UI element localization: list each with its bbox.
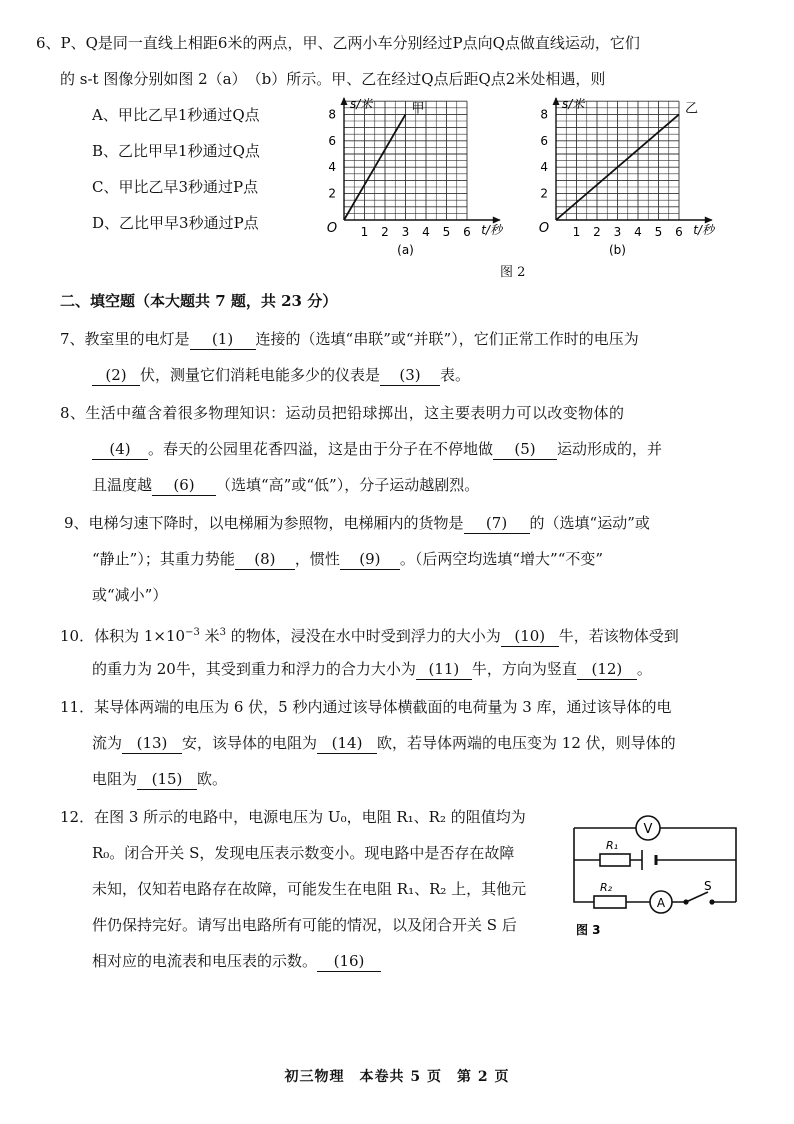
q11-line1: 11．某导体两端的电压为 6 伏，5 秒内通过该导体横截面的电荷量为 3 库，通过该导体的电 [60,698,672,716]
blank-11: (11) [416,659,472,680]
q10-text-a: 10．体积为 1×10 [60,627,186,645]
blank-13: (13) [122,733,182,754]
q12-line5 [92,950,381,972]
blank-3: (3) [380,365,440,386]
origin-label: O [538,221,550,236]
y-tick-label: 4 [540,160,548,175]
x-tick-label: 5 [442,225,451,239]
series-label: 甲 [411,101,425,117]
q12-line4: 件仍保持完好。请写出电路所有可能的情况，以及闭合开关 S 后 [92,916,517,934]
q8-line3 [92,474,479,496]
q12-line2: R₀。闭合开关 S，发现电压表示数变小。现电路中是否存在故障 [92,844,515,862]
circuit-diagram [566,810,742,950]
q7-text-a: 7、教室里的电灯是 [60,330,190,348]
y-tick-label: 2 [328,186,336,201]
chart-subtitle: (a) [397,243,414,257]
q10-text-d: 的重力为 20牛，其受到重力和浮力的合力大小为 [92,660,416,678]
q6-option-b: B、乙比甲早1秒通过Q点 [92,142,260,160]
r1-label: R₁ [606,839,619,852]
x-tick-label: 1 [360,225,369,239]
y-tick-label: 6 [540,133,548,148]
blank-9: (9) [340,549,400,570]
resistor-r1 [600,854,630,866]
q11-line3 [92,768,227,790]
x-tick-label: 2 [381,225,389,239]
q11-line2 [92,732,676,754]
q10-line2 [92,658,652,680]
q12-line3: 未知，仅知若电路存在故障，可能发生在电阻 R₁、R₂ 上，其他元 [92,880,527,898]
q7-text-e: 表。 [440,366,471,384]
q10-unit: 米 [199,627,220,645]
series-label: 乙 [685,101,699,117]
x-tick-label: 3 [613,225,622,239]
figure-2-caption: 图 2 [500,265,526,280]
blank-2: (2) [92,365,140,386]
y-tick-label: 2 [540,186,548,201]
y-axis-label: s/米 [350,97,373,111]
chart-a [318,96,518,266]
q9-text-e: ，惯性 [294,550,340,568]
q8-text-c: 。春天的公园里花香四溢，这是由于分子在不停地做 [148,440,494,458]
blank-6: (6) [152,475,216,496]
y-tick-label: 4 [328,160,336,175]
q12-line1: 12．在图 3 所示的电路中，电源电压为 U₀，电阻 R₁、R₂ 的阻值均为 [60,808,526,826]
q11-text-b: 流为 [92,734,123,752]
figure-3-caption: 图 3 [576,923,601,937]
x-tick-label: 5 [654,225,663,239]
origin-label: O [326,221,338,236]
q11-text-d: 欧，若导体两端的电压变为 12 伏，则导体的 [377,734,676,752]
q9-line1 [64,512,650,534]
x-tick-label: 6 [463,225,471,239]
q10-line1 [60,622,679,647]
blank-12: (12) [577,659,637,680]
q8-line2 [92,438,662,460]
q7-text-c: 连接的（选填“串联”或“并联”），它们正常工作时的电压为 [255,330,639,348]
blank-15: (15) [137,769,197,790]
chart-b [530,96,730,266]
q12-text-l5: 相对应的电流表和电压表的示数。 [92,952,318,970]
q9-text-c: 的（选填“运动”或 [529,514,650,532]
q9-text-a: 9、电梯匀速下降时，以电梯厢为参照物，电梯厢内的货物是 [64,514,464,532]
q10-unit-exponent: 3 [219,627,226,638]
blank-16: (16) [317,951,381,972]
x-tick-label: 4 [422,225,430,239]
q9-text-f: 。（后两空均选填“增大”“不变” [399,550,604,568]
y-tick-label: 8 [540,107,548,122]
blank-5: (5) [493,439,557,460]
blank-8: (8) [235,549,295,570]
q8-text-f: （选填“高”或“低”），分子运动越剧烈。 [216,476,480,494]
q6-line2: 的 s-t 图像分别如图 2（a） （b）所示。甲、乙在经过Q点后距Q点2米处相遇，则 [60,70,606,88]
r2-label: R₂ [600,881,613,894]
q10-text-a3: 的物体，浸没在水中时受到浮力的大小为 [225,627,501,645]
page-footer: 初三物理 本卷共 5 页 第 2 页 [284,1069,510,1085]
x-tick-label: 1 [572,225,581,239]
q11-text-f: 欧。 [197,770,228,788]
section-2-title: 二、填空题（本大题共 7 题，共 23 分） [60,292,338,310]
switch-contact [710,900,714,904]
x-axis-label: t/秒 [481,223,502,237]
q10-text-f: 。 [636,660,652,678]
q9-text-d: “静止”）；其重力势能 [92,550,235,568]
q8-line1: 8、生活中蕴含着很多物理知识：运动员把铅球掷出，这主要表明力可以改变物体的 [60,404,625,422]
q9-line3: 或“减小”） [92,586,168,604]
x-tick-label: 4 [634,225,642,239]
y-tick-label: 8 [328,107,336,122]
blank-4: (4) [92,439,148,460]
x-tick-label: 6 [675,225,683,239]
q7-line2 [92,364,470,386]
q10-text-c: 牛，若该物体受到 [558,627,679,645]
switch-blade [686,892,708,902]
y-axis-label: s/米 [562,97,585,111]
q6-option-c: C、甲比乙早3秒通过P点 [92,178,259,196]
x-tick-label: 2 [593,225,601,239]
q6-option-d: D、乙比甲早3秒通过P点 [92,214,259,232]
voltmeter-label: V [643,822,653,837]
q9-line2 [92,548,603,570]
q7-text-d: 伏，测量它们消耗电能多少的仪表是 [140,366,381,384]
q8-text-e: 且温度越 [92,476,153,494]
q8-text-d: 运动形成的，并 [557,440,663,458]
blank-7: (7) [464,513,530,534]
switch-label: S [704,879,712,893]
blank-1: (1) [190,329,256,350]
resistor-r2 [594,896,626,908]
q10-text-e: 牛，方向为竖直 [471,660,577,678]
blank-14: (14) [317,733,377,754]
x-tick-label: 3 [401,225,410,239]
y-tick-label: 6 [328,133,336,148]
q11-text-e: 电阻为 [92,770,138,788]
chart-subtitle: (b) [609,243,626,257]
q7-line1 [60,328,639,350]
q6-line1: 6、P、Q是同一直线上相距6米的两点，甲、乙两小车分别经过P点向Q点做直线运动，它们 [36,34,640,52]
switch-pivot [684,900,688,904]
q10-exponent: −3 [185,627,200,638]
ammeter-label: A [656,896,666,910]
blank-10: (10) [501,626,559,647]
x-axis-label: t/秒 [693,223,714,237]
q6-option-a: A、甲比乙早1秒通过Q点 [92,106,260,124]
q11-text-c: 安，该导体的电阻为 [182,734,318,752]
